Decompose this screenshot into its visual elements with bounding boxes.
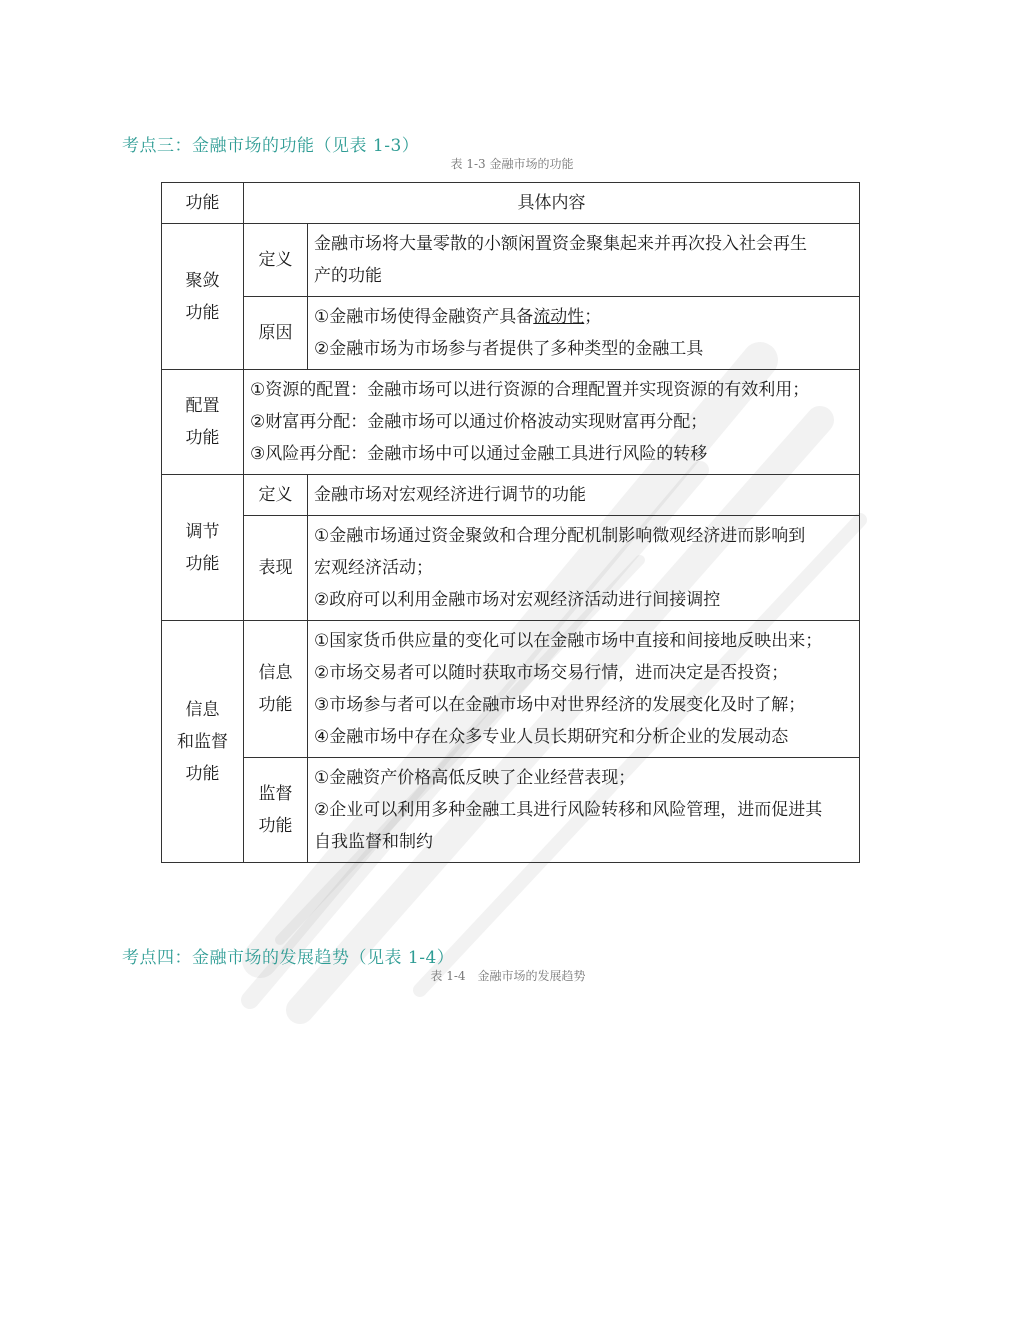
row-title-tiaojie bbox=[162, 475, 244, 621]
table-row bbox=[162, 297, 860, 370]
cell-info bbox=[308, 621, 860, 758]
title-line: 功能 bbox=[185, 302, 220, 323]
table-caption-1-4: 表 1-4 金融市场的发展趋势 bbox=[430, 969, 586, 983]
table-row bbox=[162, 370, 860, 475]
text-line: ②政府可以利用金融市场对宏观经济活动进行间接调控 bbox=[314, 590, 721, 610]
row-title-xinxi bbox=[162, 621, 244, 863]
label-info bbox=[244, 621, 308, 758]
cell-reason bbox=[308, 297, 860, 370]
cell-supervision bbox=[308, 758, 860, 863]
text-fragment: ①金融市场使得金融资产具备 bbox=[314, 307, 534, 327]
table-row bbox=[162, 621, 860, 758]
market-functions-table bbox=[161, 182, 860, 863]
section-heading-4: 考点四：金融市场的发展趋势（见表 1-4） bbox=[122, 948, 455, 968]
title-line: 调节 bbox=[185, 521, 220, 542]
table-caption-1-3: 表 1-3 金融市场的功能 bbox=[450, 157, 574, 171]
table-header-row bbox=[162, 183, 860, 224]
text-line: 产的功能 bbox=[314, 266, 382, 286]
cell-performance bbox=[308, 516, 860, 621]
text-line: ②企业可以利用多种金融工具进行风险转移和风险管理，进而促进其 bbox=[314, 800, 823, 820]
text-line: ②市场交易者可以随时获取市场交易行情，进而决定是否投资； bbox=[314, 663, 789, 683]
table-row bbox=[162, 475, 860, 516]
text-line: ③市场参与者可以在金融市场中对世界经济的发展变化及时了解； bbox=[314, 695, 806, 715]
label-definition: 定义 bbox=[244, 475, 308, 516]
label-definition: 定义 bbox=[244, 224, 308, 297]
underlined-term: 流动性 bbox=[533, 307, 585, 327]
text-line: ③风险再分配：金融市场中可以通过金融工具进行风险的转移 bbox=[250, 444, 708, 464]
header-content: 具体内容 bbox=[244, 183, 860, 224]
title-line: 聚敛 bbox=[185, 270, 220, 291]
title-line: 功能 bbox=[185, 428, 220, 448]
section-heading-3: 考点三：金融市场的功能（见表 1-3） bbox=[122, 136, 420, 156]
title-line: 功能 bbox=[185, 763, 220, 784]
text-line: 金融市场将大量零散的小额闲置资金聚集起来并再次投入社会再生 bbox=[314, 234, 807, 254]
table-row bbox=[162, 758, 860, 863]
text-line: 宏观经济活动； bbox=[314, 558, 433, 578]
text-line: ④金融市场中存在众多专业人员长期研究和分析企业的发展动态 bbox=[314, 727, 789, 747]
table-row bbox=[162, 224, 860, 297]
text-line: 金融市场对宏观经济进行调节的功能 bbox=[314, 485, 586, 505]
cell-definition bbox=[308, 224, 860, 297]
text-line: ②财富再分配：金融市场可以通过价格波动实现财富再分配； bbox=[250, 412, 708, 432]
cell-peizhi bbox=[244, 370, 860, 475]
text-line: ②金融市场为市场参与者提供了多种类型的金融工具 bbox=[314, 339, 704, 359]
cell-definition bbox=[308, 475, 860, 516]
text-line: ①国家货币供应量的变化可以在金融市场中直接和间接地反映出来； bbox=[314, 631, 823, 651]
title-line: 配置 bbox=[185, 396, 220, 416]
text-line: ①金融市场通过资金聚敛和合理分配机制影响微观经济进而影响到 bbox=[314, 526, 806, 546]
text-line bbox=[314, 301, 853, 333]
label-performance: 表现 bbox=[244, 516, 308, 621]
title-line: 功能 bbox=[185, 553, 220, 574]
label-line: 监督 bbox=[258, 784, 293, 804]
label-reason: 原因 bbox=[244, 297, 308, 370]
label-line: 信息 bbox=[258, 663, 293, 683]
text-line: 自我监督和制约 bbox=[314, 832, 433, 852]
table-row bbox=[162, 516, 860, 621]
label-line: 功能 bbox=[258, 695, 293, 715]
label-line: 功能 bbox=[258, 816, 293, 836]
title-line: 信息 bbox=[185, 699, 220, 720]
row-title-peizhi bbox=[162, 370, 244, 475]
label-supervision bbox=[244, 758, 308, 863]
text-line: ①金融资产价格高低反映了企业经营表现； bbox=[314, 768, 636, 788]
text-line: ①资源的配置：金融市场可以进行资源的合理配置并实现资源的有效利用； bbox=[250, 380, 810, 400]
title-line: 和监督 bbox=[177, 731, 228, 752]
row-title-juliang bbox=[162, 224, 244, 370]
text-fragment: ； bbox=[584, 307, 602, 327]
header-function: 功能 bbox=[162, 183, 244, 224]
